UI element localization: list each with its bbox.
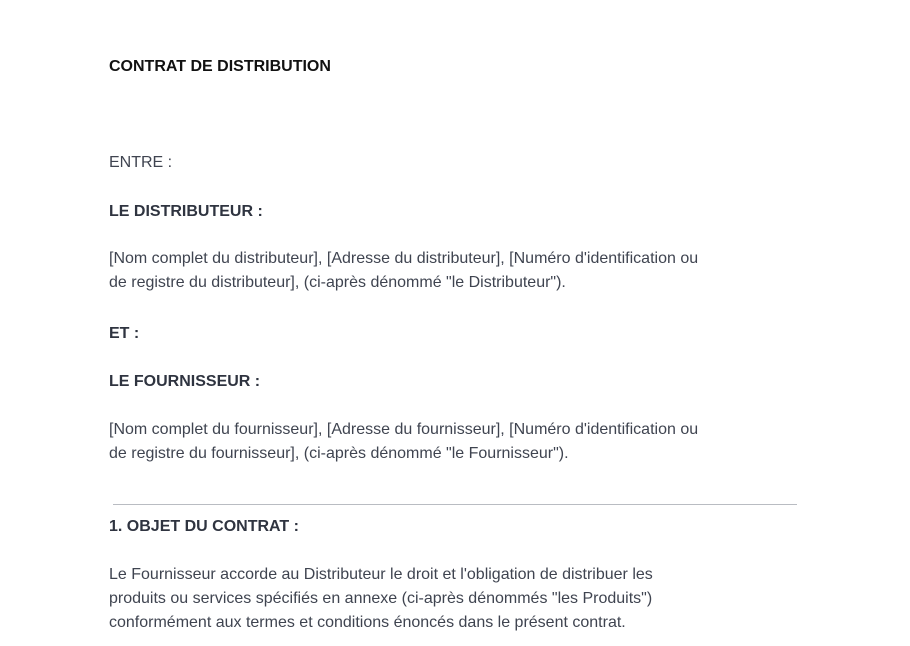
section-1-line-2: produits ou services spécifiés en annexe (ci-après dénommés "les Produits") [109, 590, 653, 607]
distributor-heading: LE DISTRIBUTEUR : [109, 203, 263, 220]
supplier-details-line-1: [Nom complet du fournisseur], [Adresse du fournisseur], [Numéro d'identification ou [109, 421, 699, 438]
distributor-details [109, 247, 799, 295]
supplier-details [109, 418, 799, 466]
between-label: ENTRE : [109, 154, 173, 171]
section-divider [113, 504, 797, 505]
supplier-details-line-2: de registre du fournisseur], (ci-après dénommé "le Fournisseur"). [109, 445, 569, 462]
section-1-heading: 1. OBJET DU CONTRAT : [109, 518, 299, 535]
and-label: ET : [109, 325, 140, 342]
section-1-body [109, 563, 799, 635]
section-1-line-1: Le Fournisseur accorde au Distributeur le droit et l'obligation de distribuer les [109, 566, 653, 583]
supplier-heading: LE FOURNISSEUR : [109, 373, 261, 390]
document-title: CONTRAT DE DISTRIBUTION [109, 58, 331, 75]
distributor-details-line-2: de registre du distributeur], (ci-après dénommé "le Distributeur"). [109, 274, 566, 291]
distributor-details-line-1: [Nom complet du distributeur], [Adresse du distributeur], [Numéro d'identification ou [109, 250, 699, 267]
section-1-line-3: conformément aux termes et conditions énoncés dans le présent contrat. [109, 614, 626, 631]
